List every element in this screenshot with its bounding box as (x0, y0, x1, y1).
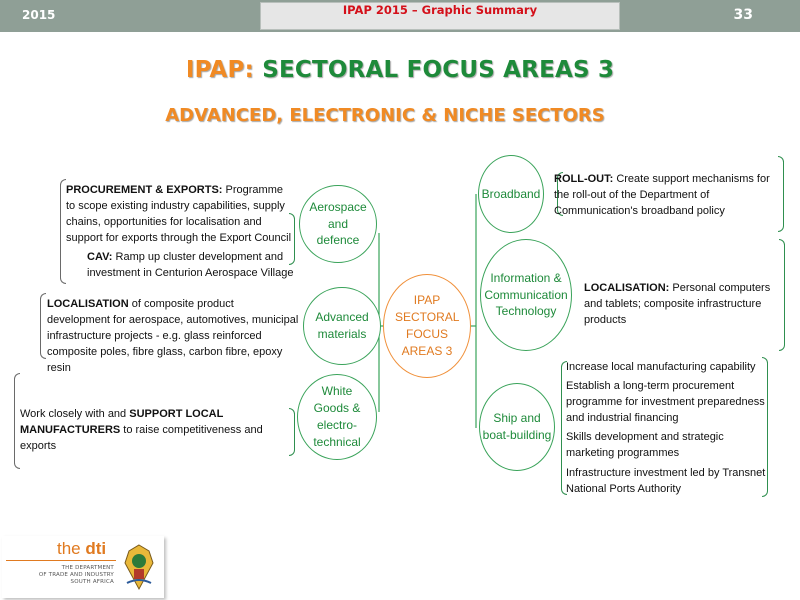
node-aerospace (299, 185, 377, 263)
logo-wordmark (57, 539, 106, 559)
bracket-localisation (40, 293, 46, 359)
page-number: 33 (733, 7, 753, 23)
procurement-bold: PROCUREMENT & EXPORTS: (66, 184, 223, 196)
support-post: to raise competitiveness and exports (20, 424, 263, 452)
title-prefix: IPAP: (185, 57, 254, 83)
node-white-goods (297, 374, 377, 460)
node-broadband (478, 155, 544, 233)
text-support (20, 406, 290, 454)
node-ship-label: Ship and boat-building (482, 411, 552, 442)
node-advanced-materials (303, 287, 381, 365)
logo-sub-line-2: OF TRADE AND INDUSTRY (38, 572, 114, 578)
rollout-text: Create support mechanisms for the roll-out of the Department of Communication's broadband policy (554, 173, 770, 217)
procurement-text: Programme to scope existing industry capabilities, supply chains, opportunities for localisation and support for exports through the Export Council (66, 184, 292, 244)
node-center-label: IPAP SECTORAL FOCUS AREAS 3 (395, 293, 460, 358)
node-aerospace-label: Aerospace and defence (309, 199, 367, 248)
ict-bold: LOCALISATION: (584, 282, 670, 294)
rollout-bold: ROLL-OUT: (554, 173, 614, 185)
node-broadband-label: Broadband (481, 186, 541, 201)
cav-text: Ramp up cluster development and investment in Centurion Aerospace Village (87, 251, 294, 279)
node-ict-label: Information & Communication Technology (484, 270, 568, 319)
logo-sub-line-3: SOUTH AFRICA (70, 579, 114, 585)
support-bold: SUPPORT LOCAL MANUFACTURERS (20, 408, 224, 436)
text-ict (584, 280, 784, 328)
logo-dti: dti (85, 539, 107, 558)
text-procurement (66, 182, 291, 246)
node-center (383, 274, 471, 378)
node-white-goods-label: White Goods & electro-technical (313, 384, 361, 449)
node-ict (480, 239, 572, 351)
header-title: IPAP 2015 – Graphic Summary (342, 3, 538, 17)
dti-logo (2, 536, 164, 598)
cav-bold: CAV: (87, 251, 113, 263)
ict-text: Personal computers and tablets; composite infrastructure products (584, 282, 771, 326)
localisation-bold: LOCALISATION (47, 298, 129, 310)
slide-subtitle: ADVANCED, ELECTRONIC & NICHE SECTORS (165, 105, 605, 126)
ship-item-4: Infrastructure investment led by Transnet National Ports Authority (566, 467, 766, 495)
text-rollout (554, 171, 782, 219)
ship-item-2: Establish a long-term procurement programme for investment preparedness and industrial financing (566, 380, 765, 424)
ship-item-1: Increase local manufacturing capability (566, 361, 756, 373)
coat-of-arms-icon (119, 543, 159, 591)
title-main: SECTORAL FOCUS AREAS 3 (254, 57, 615, 83)
support-pre: Work closely with and (20, 408, 130, 420)
node-ship (479, 383, 555, 471)
localisation-text: of composite product development for aerospace, automotives, municipal infrastructure projects - e.g. glass reinforced composite poles, fibre glass, carbon fibre, epoxy resin (47, 298, 299, 374)
text-localisation (47, 296, 299, 376)
logo-sub-line-1: THE DEPARTMENT (61, 565, 114, 571)
year-label: 2015 (22, 8, 56, 22)
node-advanced-materials-label: Advanced materials (315, 310, 369, 341)
logo-rule (6, 560, 116, 561)
ship-item-3: Skills development and strategic marketing programmes (566, 431, 724, 459)
text-cav (87, 249, 302, 281)
logo-the: the (57, 539, 86, 558)
logo-subtitle (6, 565, 114, 586)
